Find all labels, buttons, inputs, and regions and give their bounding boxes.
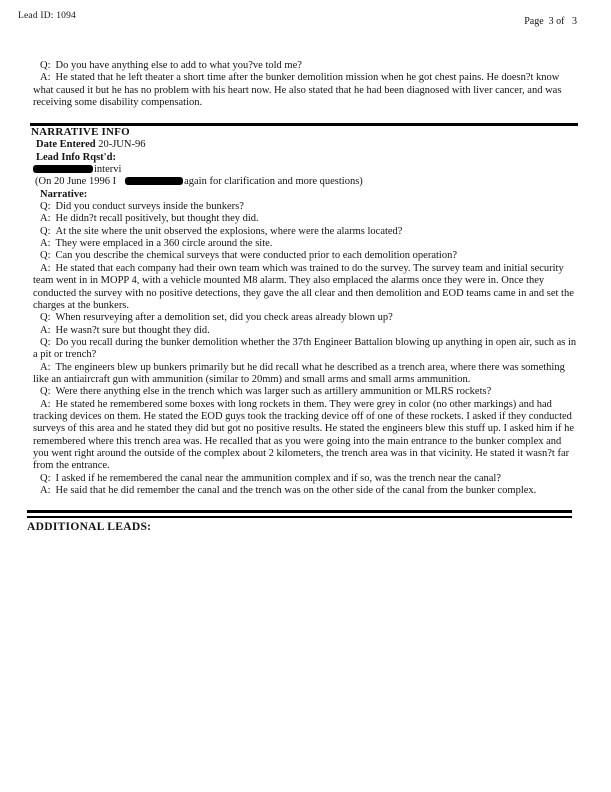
narrative-qa-list <box>33 201 579 497</box>
question-label: Q: <box>40 225 51 237</box>
lead-id-label: Lead ID: 1094 <box>18 11 76 21</box>
interview-note-line <box>33 176 579 188</box>
question-label: Q: <box>40 386 51 398</box>
narrative-info-title: NARRATIVE INFO <box>31 126 130 139</box>
additional-leads-title: ADDITIONAL LEADS: <box>27 521 152 534</box>
redacted-line-suffix: intervi <box>94 164 122 176</box>
redaction-bar <box>33 165 93 173</box>
question-text: Did you conduct surveys inside the bunkers? <box>55 201 244 213</box>
answer-text: He stated he remembered some boxes with long rockets in them. They were grey in color (no other markings) and had tracking devices on them. He stated the EOD guys took the tracking device off of one of these rockets. I asked if they conducted surveys of this area and he stated they did but got no positive results. He stated the engineers blew this stuff up. I asked him if he remembered where this trench area was. He recalled that as you were going into the main entrance to the bunker complex and you went right around the outside of the complex about 2 kilometers, the trench area was in that vicinity. He stated it wasn?t far from the entrance. <box>33 398 575 472</box>
qa-question <box>33 386 579 398</box>
question-label: Q: <box>40 336 51 348</box>
date-entered-value: 20-JUN-96 <box>98 139 146 151</box>
question-label: Q: <box>40 201 51 213</box>
question-label: Q: <box>40 472 51 484</box>
narrative-label: Narrative: <box>40 188 88 200</box>
question-text: I asked if he remembered the canal near the ammunition complex and if so, was the trench near the canal? <box>55 472 501 484</box>
answer-text: They were emplaced in a 360 circle around the site. <box>55 238 273 250</box>
qa-question <box>33 312 579 324</box>
question-label: Q: <box>40 60 51 71</box>
answer-text: The engineers blew up bunkers primarily but he did recall what he described as a trench area, where there was something like an antiaircraft gun with ammunition (similar to 20mm) and small arms and small arms ammunition. <box>33 361 565 385</box>
question-text: At the site where the unit observed the explosions, where were the alarms located? <box>55 225 403 237</box>
answer-label: A: <box>40 238 51 250</box>
answer-text: He said that he did remember the canal and the trench was on the other side of the canal from the bunker complex. <box>55 485 537 496</box>
answer-label: A: <box>40 324 51 336</box>
answer-label: A: <box>40 213 51 225</box>
question-label: Q: <box>40 312 51 324</box>
answer-text: He didn?t recall positively, but thought they did. <box>55 213 259 225</box>
qa-answer <box>33 263 579 312</box>
answer-text: He wasn?t sure but thought they did. <box>55 324 210 336</box>
qa-question <box>33 226 579 238</box>
qa-answer <box>33 72 579 109</box>
intro-qa-section <box>33 60 579 109</box>
interview-note-prefix: (On 20 June 1996 I <box>35 176 117 188</box>
page-number-label: Page 3 of 3 <box>524 16 577 27</box>
answer-label: A: <box>40 72 51 84</box>
qa-question <box>33 337 579 362</box>
redacted-name-line <box>33 164 579 176</box>
double-divider-line <box>27 510 572 518</box>
answer-text: He stated that each company had their own team which was trained to do the survey. The survey team and initial security team went in in MOPP 4, with a vehicle mounted M8 alarm. They also emplaced the alarms once they were in. Once they conducted the survey with no positive detections, they gave the all clear and then demolition and EOD teams came in and set the charges at the bunkers. <box>33 262 574 311</box>
question-text: When resurveying after a demolition set, did you check areas already blown up? <box>55 312 393 324</box>
redaction-bar <box>125 177 183 185</box>
qa-question <box>33 201 579 213</box>
date-entered-label: Date Entered <box>36 139 96 151</box>
narrative-info-section <box>33 126 579 497</box>
question-text: Can you describe the chemical surveys that were conducted prior to each demolition operation? <box>55 250 457 262</box>
qa-answer <box>33 362 579 387</box>
answer-label: A: <box>40 262 51 274</box>
document-body <box>27 60 579 534</box>
date-entered-field <box>33 139 579 151</box>
qa-question <box>33 60 579 72</box>
answer-label: A: <box>40 398 51 410</box>
qa-answer <box>33 399 579 473</box>
question-text: Do you recall during the bunker demolition whether the 37th Engineer Battalion blowing up anything in open air, such as in a pit or trench? <box>33 336 577 361</box>
qa-answer <box>33 213 579 225</box>
lead-info-rqstd-label: Lead Info Rqst'd: <box>36 151 116 163</box>
qa-question <box>33 250 579 262</box>
question-text: Do you have anything else to add to what you?ve told me? <box>55 60 302 71</box>
qa-answer <box>33 325 579 337</box>
answer-text: He stated that he left theater a short time after the bunker demolition mission when he got chest pains. He doesn?t know what caused it but he has no problem with his heart now. He also stated that he had been diagnosed with liver cancer, and was receiving some disability compensation. <box>33 72 562 109</box>
qa-answer <box>33 238 579 250</box>
answer-label: A: <box>40 485 51 496</box>
question-label: Q: <box>40 250 51 262</box>
question-text: Were there anything else in the trench which was larger such as artillery ammunition or MLRS rockets? <box>55 386 492 398</box>
answer-label: A: <box>40 361 51 373</box>
qa-answer <box>33 485 579 497</box>
interview-note-suffix: again for clarification and more questions) <box>184 176 363 188</box>
qa-question <box>33 473 579 485</box>
